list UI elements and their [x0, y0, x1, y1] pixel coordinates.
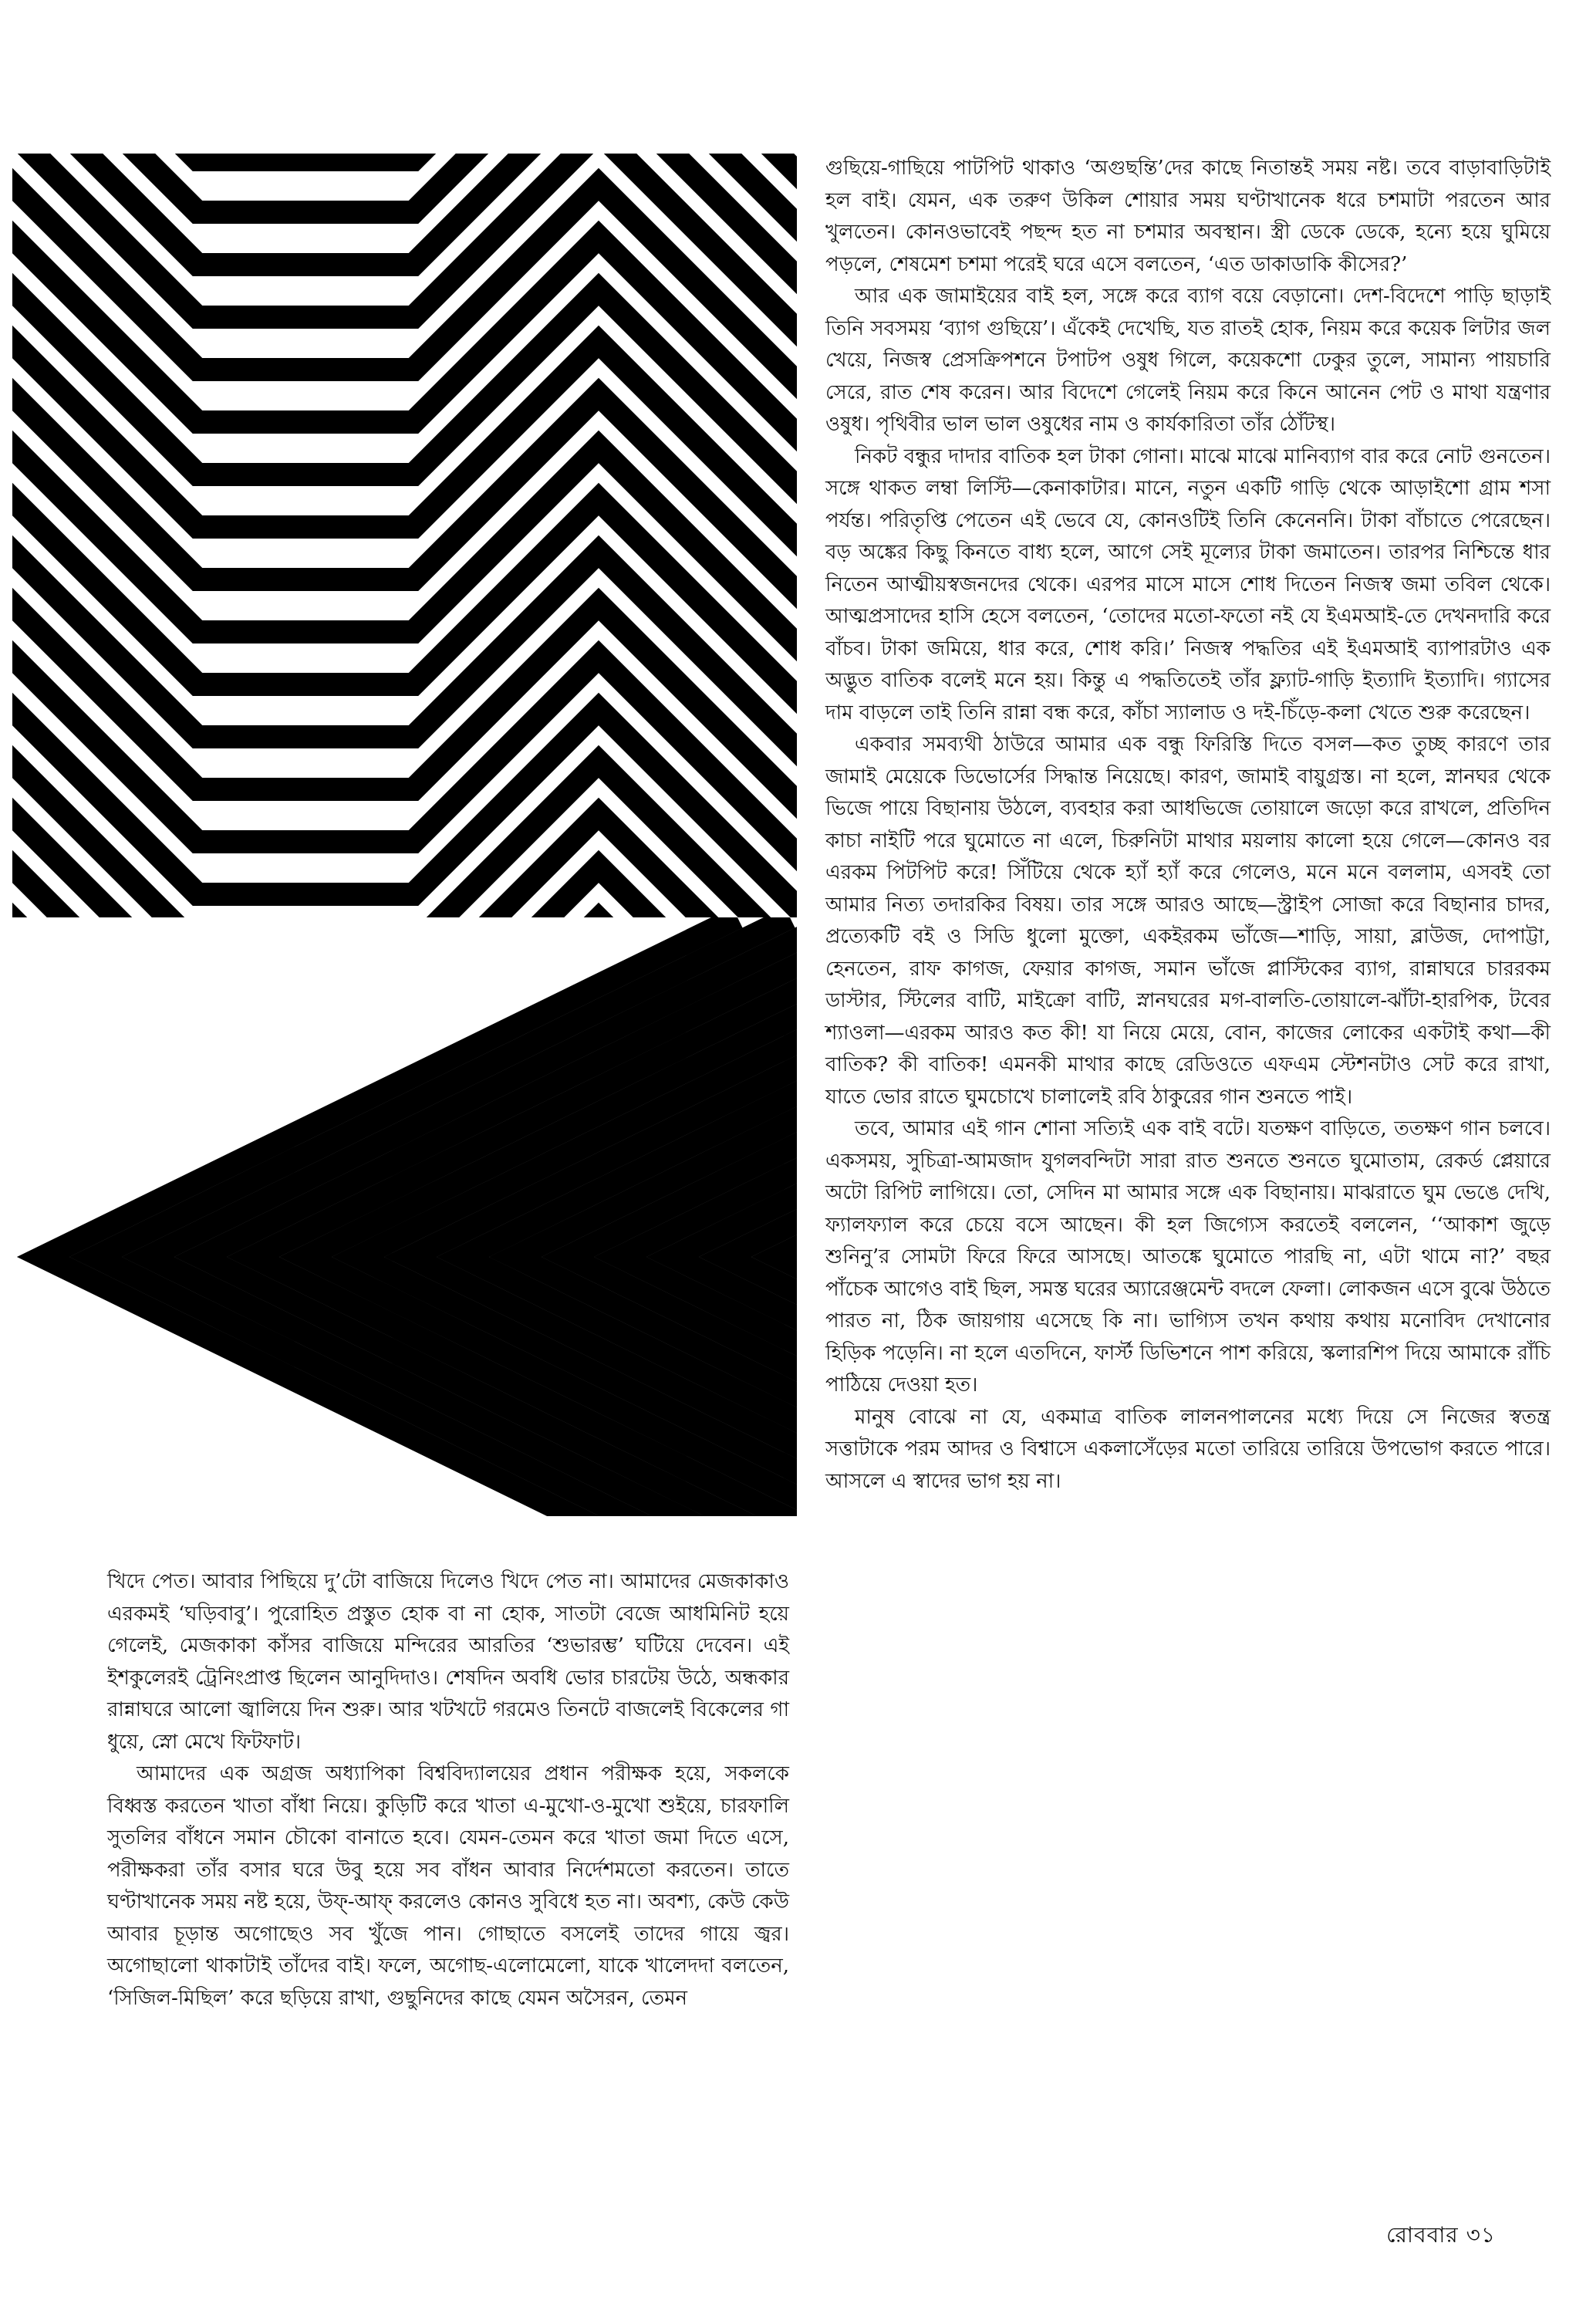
- paragraph: খিদে পেত। আবার পিছিয়ে দু’টো বাজিয়ে দিলেও খিদে পেত না। আমাদের মেজকাকাও এরকমই ‘ঘড়িবাবু’। পুরোহিত প্রস্তুত হোক বা না হোক, সাতটা বেজে আধমিনিট হয়ে গেলেই, মেজকাকা কাঁসর বাজিয়ে মন্দিরের আরতির ‘শুভারম্ভ’ ঘটিয়ে দেবেন। এই ইশকুলেরই ট্রেনিংপ্রাপ্ত ছিলেন আনুদিদাও। শেষদিন অবধি ভোর চারটেয় উঠে, অন্ধকার রান্নাঘরে আলো জ্বালিয়ে দিন শুরু। আর খটখটে গরমেও তিনটে বাজলেই বিকেলের গা ধুয়ে, স্নো মেখে ফিটফাট।: [107, 1570, 789, 1754]
- article-column-left: [107, 1566, 789, 2015]
- paragraph: একবার সমব্যথী ঠাউরে আমার এক বন্ধু ফিরিস্তি দিতে বসল—কত তুচ্ছ কারণে তার জামাই মেয়েকে ডিভোর্সের সিদ্ধান্ত নিয়েছে। কারণ, জামাই বায়ুগ্রস্ত। না হলে, স্নানঘর থেকে ভিজে পায়ে বিছানায় উঠলে, ব্যবহার করা আধভিজে তোয়ালে জড়ো করে রাখলে, প্রতিদিন কাচা নাইটি পরে ঘুমোতে না এলে, চিরুনিটা মাথার ময়লায় কালো হয়ে গেলে—কোনও বর এরকম পিটপিট করে! সিঁটিয়ে থেকে হ্যাঁ হ্যাঁ করে গেলেও, মনে মনে বললাম, এসবই তো আমার নিত্য তদারকির বিষয়। তার সঙ্গে আরও আছে—স্ট্রাইপ সোজা করে বিছানার চাদর, প্রত্যেকটি বই ও সিডি ধুলো মুক্তো, একইরকম ভাঁজে—শাড়ি, সায়া, ব্লাউজ, দোপাট্টা, হেনতেন, রাফ কাগজ, ফেয়ার কাগজ, সমান ভাঁজে প্লাস্টিকের ব্যাগ, রান্নাঘরে চাররকম ডাস্টার, স্টিলের বাটি, মাইক্রো বাটি, স্নানঘরের মগ-বালতি-তোয়ালে-ঝাঁটা-হারপিক, টবের শ্যাওলা—এরকম আরও কত কী! যা নিয়ে মেয়ে, বোন, কাজের লোকের একটাই কথা—কী বাতিক? কী বাতিক! এমনকী মাথার কাছে রেডিওতে এফএম স্টেশনটাও সেট করে রাখা, যাতে ভোর রাতে ঘুমচোখে চালালেই রবি ঠাকুরের গান শুনতে পাই।: [825, 733, 1551, 1109]
- page-folio: রোববার ৩১: [1386, 2222, 1496, 2248]
- paragraph: আর এক জামাইয়ের বাই হল, সঙ্গে করে ব্যাগ বয়ে বেড়ানো। দেশ-বিদেশে পাড়ি ছাড়াই তিনি সবসময় ‘ব্যাগ গুছিয়ে’। এঁকেই দেখেছি, যত রাতই হোক, নিয়ম করে কয়েক লিটার জল খেয়ে, নিজস্ব প্রেসক্রিপশনে টপাটপ ওষুধ গিলে, কয়েকশো ঢেকুর তুলে, সামান্য পায়চারি সেরে, রাত শেষ করেন। আর বিদেশে গেলেই নিয়ম করে কিনে আনেন পেট ও মাথা যন্ত্রণার ওষুধ। পৃথিবীর ভাল ভাল ওষুধের নাম ও কার্যকারিতা তাঁর ঠোঁটস্থ।: [825, 285, 1551, 436]
- paragraph: গুছিয়ে-গাছিয়ে পাটপিট থাকাও ‘অগুছন্তি’দের কাছে নিতান্তই সময় নষ্ট। তবে বাড়াবাড়িটাই হল বাই। যেমন, এক তরুণ উকিল শোয়ার সময় ঘণ্টাখানেক ধরে চশমাটা পরতেন আর খুলতেন। কোনওভাবেই পছন্দ হত না চশমার অবস্থান। স্ত্রী ডেকে ডেকে, হন্যে হয়ে ঘুমিয়ে পড়লে, শেষমেশ চশমা পরেই ঘরে এসে বলতেন, ‘এত ডাকাডাকি কীসের?’: [825, 157, 1551, 276]
- paragraph: মানুষ বোঝে না যে, একমাত্র বাতিক লালনপালনের মধ্যে দিয়ে সে নিজের স্বতন্ত্র সত্তাটাকে পরম আদর ও বিশ্বাসে একলাসেঁড়ের মতো তারিয়ে তারিয়ে উপভোগ করতে পারে। আসলে এ স্বাদের ভাগ হয় না।: [825, 1405, 1551, 1493]
- paragraph: তবে, আমার এই গান শোনা সত্যিই এক বাই বটে। যতক্ষণ বাড়িতে, ততক্ষণ গান চলবে। একসময়, সুচিত্রা-আমজাদ যুগলবন্দিটা সারা রাত শুনতে শুনতে ঘুমোতাম, রেকর্ড প্লেয়ারে অটো রিপিট লাগিয়ে। তো, সেদিন মা আমার সঙ্গে এক বিছানায়। মাঝরাতে ঘুম ভেঙে দেখি, ফ্যালফ্যাল করে চেয়ে বসে আছেন। কী হল জিগ্যেস করতেই বললেন, ‘‘আকাশ জুড়ে শুনিনু’র সোমটা ফিরে ফিরে আসছে। আতঙ্কে ঘুমোতে পারছি না, এটা থামে না?’ বছর পাঁচেক আগেও বাই ছিল, সমস্ত ঘরের অ্যারেঞ্জমেন্ট বদলে ফেলা। লোকজন এসে বুঝে উঠতে পারত না, ঠিক জায়গায় এসেছে কি না। ভাগ্যিস তখন কথায় কথায় মনোবিদ দেখানোর হিড়িক পড়েনি। না হলে এতদিনে, ফার্স্ট ডিভিশনে পাশ করিয়ে, স্কলারশিপ দিয়ে আমাকে রাঁচি পাঠিয়ে দেওয়া হত।: [825, 1117, 1551, 1397]
- paragraph: নিকট বন্ধুর দাদার বাতিক হল টাকা গোনা। মাঝে মাঝে মানিব্যাগ বার করে নোট গুনতেন। সঙ্গে থাকত লম্বা লিস্টি—কেনাকাটার। মানে, নতুন একটি গাড়ি থেকে আড়াইশো গ্রাম শসা পর্যন্ত। পরিতৃপ্তি পেতেন এই ভেবে যে, কোনওটিই তিনি কেনেননি। টাকা বাঁচাতে পেরেছেন। বড় অঙ্কের কিছু কিনতে বাধ্য হলে, আগে সেই মূল্যের টাকা জমাতেন। তারপর নিশ্চিন্তে ধার নিতেন আত্মীয়স্বজনদের থেকে। এরপর মাসে মাসে শোধ দিতেন নিজস্ব জমা তবিল থেকে। আত্মপ্রসাদের হাসি হেসে বলতেন, ‘তোদের মতো-ফতো নই যে ইএমআই-তে দেখনদারি করে বাঁচব। টাকা জমিয়ে, ধার করে, শোধ করি।’ নিজস্ব পদ্ধতির এই ইএমআই ব্যাপারটাও এক অদ্ভুত বাতিক বলেই মনে হয়। কিন্তু এ পদ্ধতিতেই তাঁর ফ্ল্যাট-গাড়ি ইত্যাদি ইত্যাদি। গ্যাসের দাম বাড়লে তাই তিনি রান্না বন্ধ করে, কাঁচা স্যালাড ও দই-চিঁড়ে-কলা খেতে শুরু করেছেন।: [825, 444, 1551, 725]
- article-column-right: [825, 153, 1551, 1498]
- zigzag-stripes-graphic: [12, 154, 797, 1516]
- paragraph: আমাদের এক অগ্রজ অধ্যাপিকা বিশ্ববিদ্যালয়ের প্রধান পরীক্ষক হয়ে, সকলকে বিধ্বস্ত করতেন খাতা বাঁধা নিয়ে। কুড়িটি করে খাতা এ-মুখো-ও-মুখো শুইয়ে, চারফালি সুতলির বাঁধনে সমান চৌকো বানাতে হবে। যেমন-তেমন করে খাতা জমা দিতে এসে, পরীক্ষকরা তাঁর বসার ঘরে উবু হয়ে সব বাঁধন আবার নির্দেশমতো করতেন। তাতে ঘণ্টাখানেক সময় নষ্ট হয়ে, উফ্-আফ্ করলেও কোনও সুবিধে হত না। অবশ্য, কেউ কেউ আবার চূড়ান্ত অগোছেও সব খুঁজে পান। গোছাতে বসলেই তাদের গায়ে জ্বর। অগোছালো থাকাটাই তাঁদের বাই। ফলে, অগোছ-এলোমেলো, যাকে খালেদদা বলতেন, ‘সিজিল-মিছিল’ করে ছড়িয়ে রাখা, গুছুনিদের কাছে যেমন অসৈরন, তেমন: [107, 1762, 789, 2010]
- op-art-zigzag-illustration: [12, 154, 797, 1516]
